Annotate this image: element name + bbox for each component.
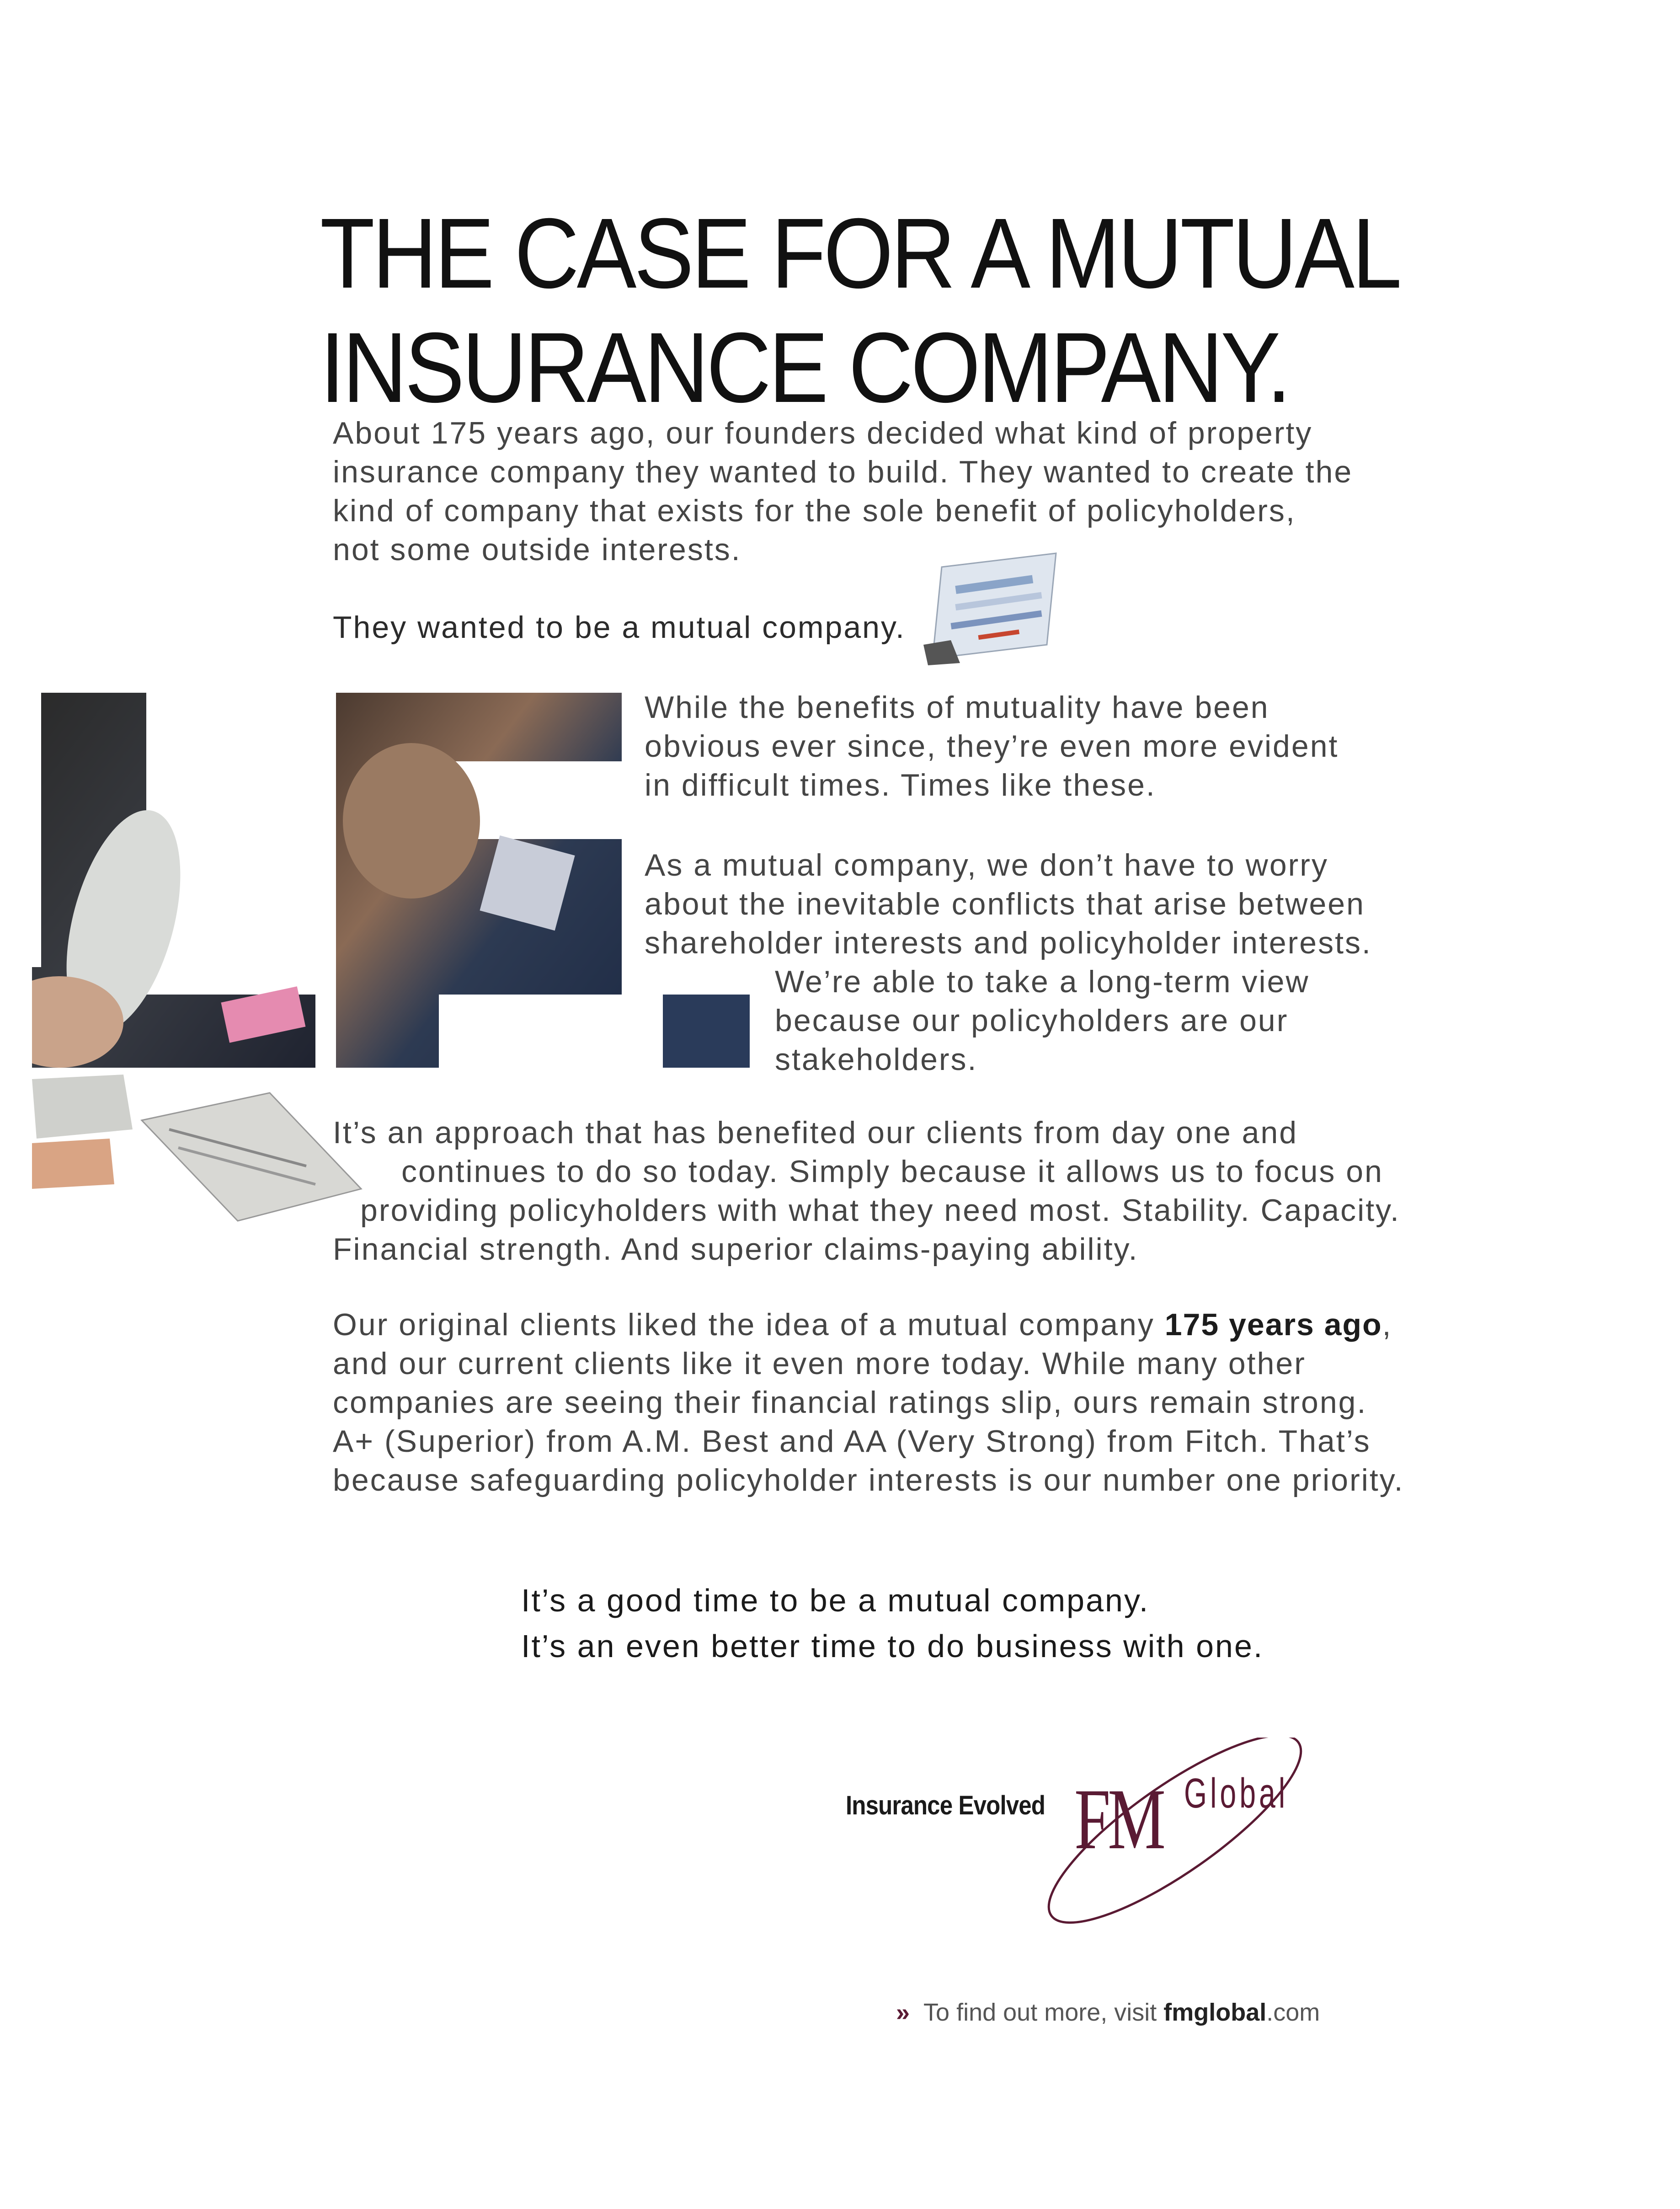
benefits-line: While the benefits of mutuality have been: [645, 690, 1269, 725]
logo-fm: FM: [1074, 1771, 1163, 1867]
logo-global: Global: [1184, 1770, 1289, 1817]
ratings-line: and our current clients like it even more today. While many other: [333, 1346, 1306, 1381]
ratings-line: because safeguarding policyholder interests is our number one priority.: [333, 1463, 1404, 1498]
decorative-letters-photo: [32, 693, 750, 1068]
benefits-line: in difficult times. Times like these.: [645, 768, 1156, 802]
headline-line-2: INSURANCE COMPANY.: [320, 312, 1289, 423]
approach-line: It’s an approach that has benefited our clients from day one and: [333, 1115, 1298, 1150]
mutual-line: They wanted to be a mutual company.: [333, 610, 906, 645]
conflicts-line: about the inevitable conflicts that arise between: [645, 887, 1365, 921]
conflicts-line: stakeholders.: [775, 1042, 978, 1077]
double-chevron-icon: »: [896, 1999, 910, 2026]
ratings-line: A+ (Superior) from A.M. Best and AA (Very Strong) from Fitch. That’s: [333, 1424, 1371, 1459]
papers-photo: [32, 1075, 379, 1235]
ratings-line-1: Our original clients liked the idea of a mutual company 175 years ago,: [333, 1307, 1392, 1342]
emphasis-175-years: 175 years ago: [1164, 1307, 1382, 1342]
footer-prefix: To find out more, visit: [923, 1999, 1164, 2026]
conflicts-paragraph: [645, 846, 1372, 1079]
approach-line: providing policyholders with what they need most. Stability. Capacity.: [360, 1193, 1400, 1228]
closing-line-1: It’s a good time to be a mutual company.: [521, 1583, 1150, 1618]
document-photo: [923, 549, 1065, 668]
approach-paragraph: [333, 1113, 1400, 1269]
intro-line: not some outside interests.: [333, 532, 741, 567]
approach-line: continues to do so today. Simply because it allows us to focus on: [401, 1154, 1383, 1189]
benefits-line: obvious ever since, they’re even more evident: [645, 729, 1339, 764]
ratings-line: companies are seeing their financial ratings slip, ours remain strong.: [333, 1385, 1367, 1420]
fm-global-logo: [846, 1738, 1349, 1957]
ratings-paragraph: [333, 1305, 1404, 1500]
intro-line: insurance company they wanted to build. They wanted to create the: [333, 455, 1353, 489]
logo-slogan: Insurance Evolved: [846, 1791, 1045, 1820]
benefits-paragraph: [645, 688, 1339, 805]
intro-line: About 175 years ago, our founders decided what kind of property: [333, 416, 1313, 450]
conflicts-line: because our policyholders are our: [775, 1003, 1289, 1038]
conflicts-line: We’re able to take a long-term view: [775, 964, 1310, 999]
closing-line-2: It’s an even better time to do business with one.: [521, 1628, 1264, 1664]
intro-line: kind of company that exists for the sole benefit of policyholders,: [333, 493, 1296, 528]
footer-site-tail[interactable]: .com: [1266, 1999, 1320, 2026]
footer-cta: [896, 1998, 1320, 2027]
headline-line-1: THE CASE FOR A MUTUAL: [320, 198, 1400, 309]
conflicts-line: As a mutual company, we don’t have to worry: [645, 848, 1328, 883]
approach-line: Financial strength. And superior claims-paying ability.: [333, 1232, 1139, 1267]
headline: [320, 197, 1399, 425]
footer-site-bold[interactable]: fmglobal: [1163, 1999, 1267, 2026]
closing-tagline: [521, 1578, 1264, 1669]
conflicts-line: shareholder interests and policyholder interests.: [645, 925, 1372, 960]
intro-paragraph: [333, 414, 1353, 569]
